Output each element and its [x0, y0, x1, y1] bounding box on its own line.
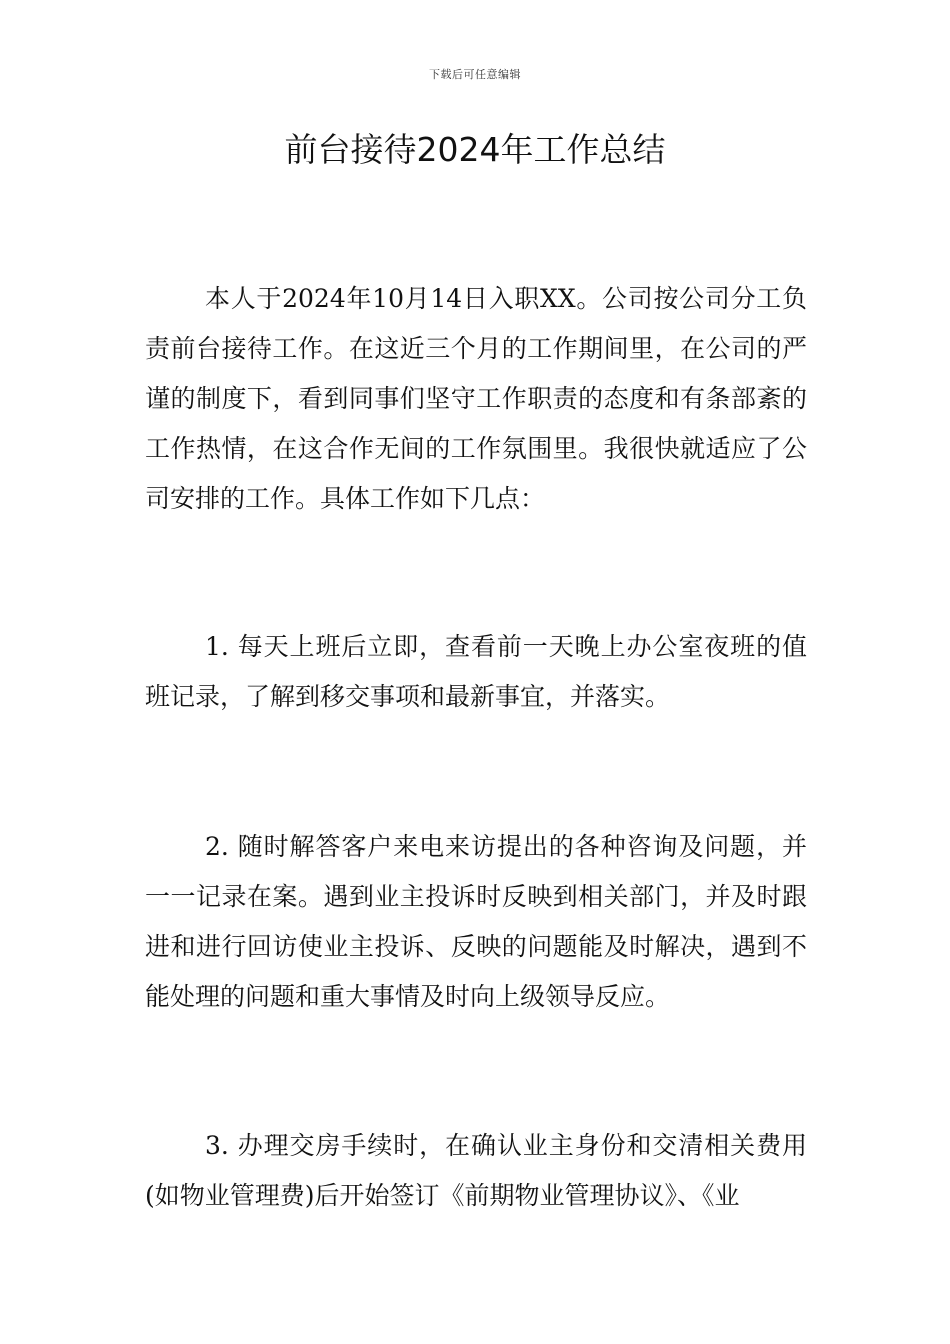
list-item-3-paragraph: 3. 办理交房手续时，在确认业主身份和交清相关费用(如物业管理费)后开始签订《前期物业管理协议》、《业 — [145, 1131, 807, 1210]
list-item-1-paragraph: 1. 每天上班后立即，查看前一天晚上办公室夜班的值班记录，了解到移交事项和最新事宜，并落实。 — [145, 632, 807, 711]
page-title: 前台接待2024年工作总结 — [284, 130, 666, 169]
list-item-2-paragraph: 2. 随时解答客户来电来访提出的各种咨询及问题，并一一记录在案。遇到业主投诉时反映到相关部门，并及时跟进和进行回访使业主投诉、反映的问题能及时解决，遇到不能处理的问题和重大事情及时向上级领导反应。 — [145, 832, 807, 1011]
intro-paragraph: 本人于2024年10月14日入职XX。公司按公司分工负责前台接待工作。在这近三个月的工作期间里，在公司的严谨的制度下，看到同事们坚守工作职责的态度和有条部紊的工作热情，在这合作无间的工作氛围里。我很快就适应了公司安排的工作。具体工作如下几点： — [145, 284, 807, 513]
header-note: 下载后可任意编辑 — [429, 68, 521, 81]
